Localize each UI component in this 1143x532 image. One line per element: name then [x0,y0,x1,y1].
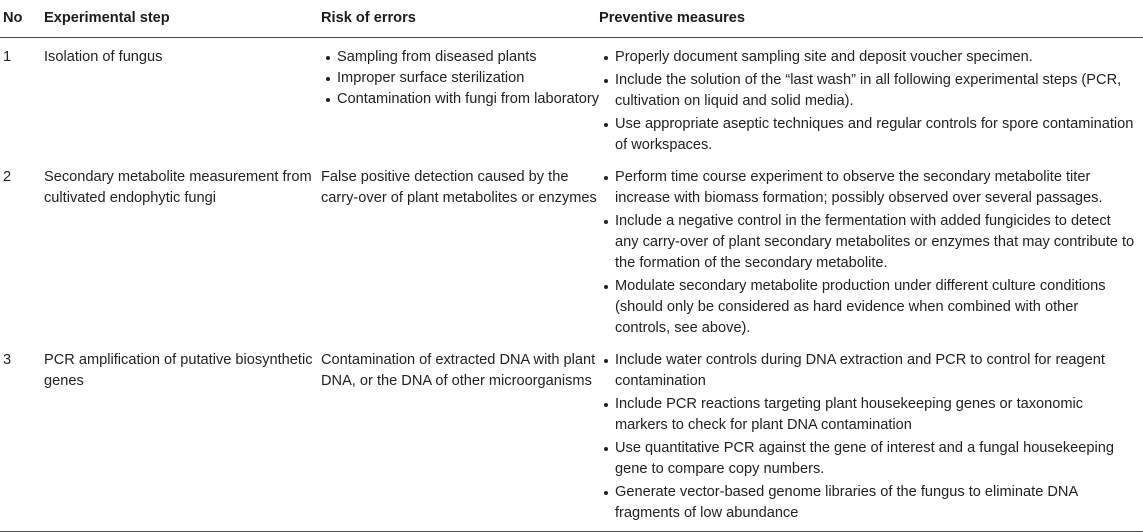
table-row [0,38,1143,159]
measure-item: Generate vector-based genome libraries of the fungus to eliminate DNA fragments of low abundance [599,482,1135,524]
row-number: 2 [3,169,12,185]
measure-list [599,350,1135,524]
header-no: No [0,4,44,38]
risk-list [321,47,599,110]
table-header-row [0,4,1143,38]
measure-item: Properly document sampling site and deposit voucher specimen. [599,47,1135,68]
preventive-measures [599,341,1143,532]
measure-item: Perform time course experiment to observe the secondary metabolite titer increase with biomass formation; possibly observed over several passages. [599,167,1135,209]
measure-item: Include water controls during DNA extraction and PCR to control for reagent contamination [599,350,1135,392]
header-risk-of-errors: Risk of errors [321,4,599,38]
measure-item: Include the solution of the “last wash” in all following experimental steps (PCR, cultivation on liquid and solid media). [599,70,1135,112]
risk-of-errors: Contamination of extracted DNA with plant DNA, or the DNA of other microorganisms [321,341,599,532]
risk-of-errors [321,38,599,159]
error-prevention-table [0,4,1143,532]
measure-list [599,167,1135,339]
measure-item: Use quantitative PCR against the gene of interest and a fungal housekeeping gene to compare copy numbers. [599,438,1135,480]
measure-item: Use appropriate aseptic techniques and regular controls for spore contamination of workspaces. [599,114,1135,156]
header-experimental-step: Experimental step [44,4,321,38]
measure-list [599,47,1135,156]
measure-item: Include a negative control in the fermentation with added fungicides to detect any carry-over of plant secondary metabolites or enzymes that may contribute to the formation of the secondary metabolite. [599,211,1135,274]
table-row [0,341,1143,532]
preventive-measures [599,158,1143,341]
risk-item: Improper surface sterilization [321,68,599,89]
table-row [0,158,1143,341]
preventive-measures [599,38,1143,159]
row-number: 3 [0,341,44,532]
experimental-step: PCR amplification of putative biosynthetic genes [44,341,321,532]
header-preventive-measures: Preventive measures [599,4,1143,38]
risk-of-errors: False positive detection caused by the carry-over of plant metabolites or enzymes [321,169,597,206]
measure-item: Include PCR reactions targeting plant housekeeping genes or taxonomic markers to check for plant DNA contamination [599,394,1135,436]
experimental-step: Secondary metabolite measurement from cultivated endophytic fungi [44,169,312,206]
risk-item: Contamination with fungi from laboratory [321,89,599,110]
row-number: 1 [3,49,12,65]
risk-item: Sampling from diseased plants [321,47,599,68]
experimental-step: Isolation of fungus [44,49,163,65]
measure-item: Modulate secondary metabolite production under different culture conditions (should only be considered as hard evidence when combined with other controls, see above). [599,276,1135,339]
